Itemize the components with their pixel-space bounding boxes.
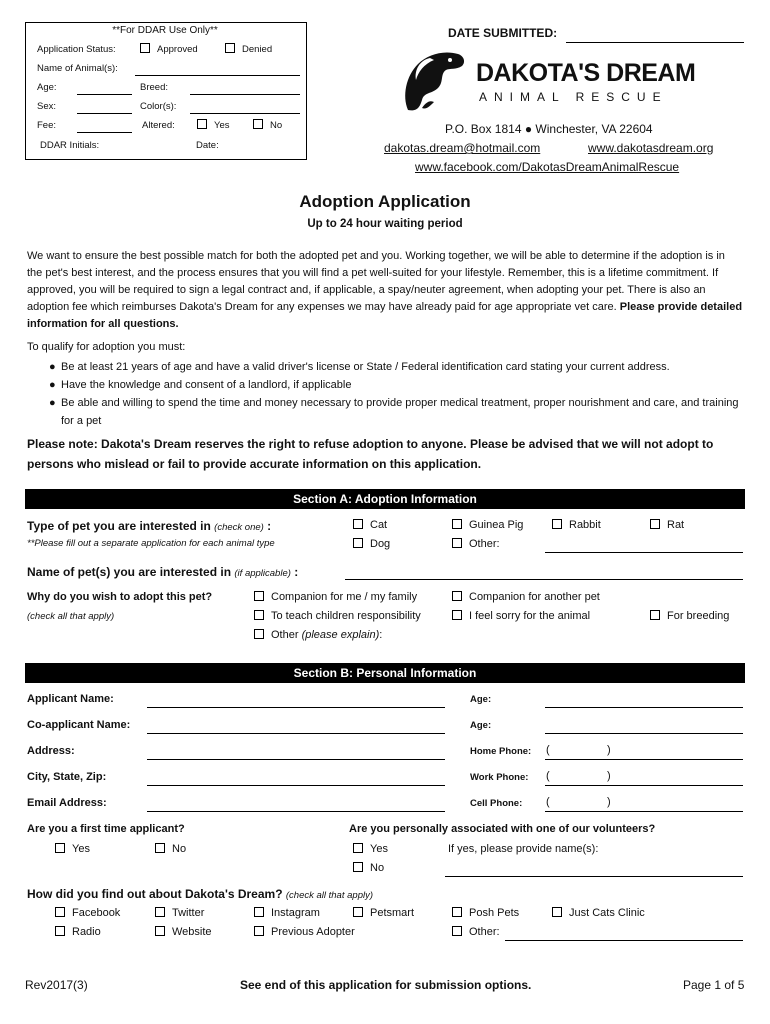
why-adopt-hint: (check all that apply) <box>27 611 115 622</box>
breed-label: Breed: <box>140 82 168 93</box>
qualify-item: ● Be at least 21 years of age and have a valid driver's license or State / Federal identification card stating your current address. <box>49 361 670 373</box>
section-a-header: Section A: Adoption Information <box>25 489 745 509</box>
first-time-yes-checkbox[interactable] <box>55 843 65 853</box>
source-other[interactable]: Other: <box>452 926 500 938</box>
submission-note: See end of this application for submission options. <box>240 978 532 992</box>
qualify-item: ● Have the knowledge and consent of a landlord, if applicable <box>49 379 352 391</box>
applicant-name-label: Applicant Name: <box>27 693 114 705</box>
rat-checkbox[interactable] <box>650 519 660 529</box>
twitter-checkbox[interactable] <box>155 907 165 917</box>
postal-address: P.O. Box 1814 ● Winchester, VA 22604 <box>445 122 653 136</box>
radio-checkbox[interactable] <box>55 926 65 936</box>
intro-paragraph <box>27 248 743 333</box>
source-website[interactable]: Website <box>155 926 212 938</box>
source-posh-pets[interactable]: Posh Pets <box>452 907 519 919</box>
email-address-label: Email Address: <box>27 797 107 809</box>
breeding-checkbox[interactable] <box>650 610 660 620</box>
petsmart-checkbox[interactable] <box>353 907 363 917</box>
email-link[interactable]: dakotas.dream@hotmail.com <box>384 141 541 155</box>
work-phone-label: Work Phone: <box>470 772 529 783</box>
pet-type-rat[interactable]: Rat <box>650 519 684 531</box>
sex-line[interactable] <box>77 113 132 114</box>
teach-children-checkbox[interactable] <box>254 610 264 620</box>
volunteer-no-checkbox[interactable] <box>353 862 363 872</box>
pet-type-rabbit[interactable]: Rabbit <box>552 519 601 531</box>
fee-label: Fee: <box>37 120 57 131</box>
date-submitted-line[interactable] <box>566 42 744 43</box>
instagram-checkbox[interactable] <box>254 907 264 917</box>
home-phone-paren-open: ( <box>546 744 550 756</box>
facebook-checkbox[interactable] <box>55 907 65 917</box>
first-time-question: Are you a first time applicant? <box>27 823 185 835</box>
animal-name-line[interactable] <box>135 75 300 76</box>
guinea-pig-checkbox[interactable] <box>452 519 462 529</box>
cell-phone-paren-close: ) <box>607 796 611 808</box>
dog-checkbox[interactable] <box>353 538 363 548</box>
volunteer-no[interactable]: No <box>353 862 384 874</box>
denied-label: Denied <box>242 44 273 55</box>
work-phone-paren-open: ( <box>546 770 550 782</box>
pet-type-other[interactable]: Other: <box>452 538 500 550</box>
qualify-item: ● Be able and willing to spend the time and money necessary to provide proper medical treatment, proper nourishment and care, and training for a pet <box>49 397 739 427</box>
find-out-question: How did you find out about Dakota's Dream? (check all that apply) <box>27 887 373 901</box>
reason-other[interactable]: Other (please explain): <box>254 629 382 641</box>
altered-yes-checkbox[interactable] <box>197 119 207 129</box>
colors-line[interactable] <box>190 113 300 114</box>
address-label: Address: <box>27 745 75 757</box>
home-phone-label: Home Phone: <box>470 746 532 757</box>
feel-sorry-checkbox[interactable] <box>452 610 462 620</box>
section-b-header: Section B: Personal Information <box>25 663 745 683</box>
altered-no-checkbox[interactable] <box>253 119 263 129</box>
why-adopt-question: Why do you wish to adopt this pet? <box>27 591 213 603</box>
rabbit-checkbox[interactable] <box>552 519 562 529</box>
previous-adopter-checkbox[interactable] <box>254 926 264 936</box>
volunteer-question: Are you personally associated with one of our volunteers? <box>349 823 656 835</box>
volunteer-yes[interactable]: Yes <box>353 843 388 855</box>
reason-feel-sorry[interactable]: I feel sorry for the animal <box>452 610 590 622</box>
email-address-line[interactable] <box>147 811 445 812</box>
reason-other-checkbox[interactable] <box>254 629 264 639</box>
city-state-zip-line[interactable] <box>147 785 445 786</box>
coapplicant-age-label: Age: <box>470 720 492 731</box>
altered-label: Altered: <box>142 120 175 131</box>
work-phone-paren-close: ) <box>607 770 611 782</box>
age-line[interactable] <box>77 94 132 95</box>
cell-phone-paren-open: ( <box>546 796 550 808</box>
initials-label: DDAR Initials: <box>40 140 100 151</box>
altered-no-label: No <box>270 120 283 131</box>
source-instagram[interactable]: Instagram <box>254 907 320 919</box>
other-checkbox[interactable] <box>452 538 462 548</box>
office-date-label: Date: <box>196 140 219 151</box>
facebook-link[interactable]: www.facebook.com/DakotasDreamAnimalRescue <box>415 160 680 174</box>
volunteer-yes-checkbox[interactable] <box>353 843 363 853</box>
pet-type-note: **Please fill out a separate application for each animal type <box>27 538 275 549</box>
breed-line[interactable] <box>190 94 300 95</box>
posh-pets-checkbox[interactable] <box>452 907 462 917</box>
reason-teach-children[interactable]: To teach children responsibility <box>254 610 421 622</box>
page-subtitle: Up to 24 hour waiting period <box>307 218 463 230</box>
coapplicant-name-label: Co-applicant Name: <box>27 719 131 731</box>
pet-name-line[interactable] <box>345 579 743 580</box>
approved-checkbox[interactable] <box>140 43 150 53</box>
page-number: Page 1 of 5 <box>683 978 745 992</box>
cat-checkbox[interactable] <box>353 519 363 529</box>
first-time-no[interactable]: No <box>155 843 186 855</box>
date-submitted-label: DATE SUBMITTED: <box>448 26 558 40</box>
qualify-list <box>27 358 743 430</box>
approved-option[interactable] <box>140 44 198 55</box>
pet-name-question: Name of pet(s) you are interested in (if applicable) : <box>27 565 299 579</box>
pet-type-guinea-pig[interactable]: Guinea Pig <box>452 519 523 531</box>
source-petsmart[interactable]: Petsmart <box>353 907 414 919</box>
city-state-zip-label: City, State, Zip: <box>27 771 107 783</box>
pet-type-other-line[interactable] <box>545 552 743 553</box>
source-other-line[interactable] <box>505 940 743 941</box>
companion-family-checkbox[interactable] <box>254 591 264 601</box>
altered-yes-label: Yes <box>214 120 230 131</box>
volunteer-names-label: If yes, please provide name(s): <box>448 843 599 855</box>
applicant-name-line[interactable] <box>147 707 445 708</box>
home-phone-paren-close: ) <box>607 744 611 756</box>
source-previous-adopter[interactable]: Previous Adopter <box>254 926 355 938</box>
volunteer-names-line[interactable] <box>445 876 743 877</box>
fee-line[interactable] <box>77 132 132 133</box>
office-use-title: **For DDAR Use Only** <box>112 25 218 36</box>
animal-name-label: Name of Animal(s): <box>37 63 118 74</box>
application-status-label: Application Status: <box>37 44 116 55</box>
source-twitter[interactable]: Twitter <box>155 907 204 919</box>
age-label: Age: <box>37 82 57 93</box>
colors-label: Color(s): <box>140 101 177 112</box>
source-radio[interactable]: Radio <box>55 926 101 938</box>
reason-companion-family[interactable]: Companion for me / my family <box>254 591 417 603</box>
pet-type-dog[interactable]: Dog <box>353 538 390 550</box>
logo-sub-text: ANIMAL RESCUE <box>479 90 668 104</box>
cell-phone-label: Cell Phone: <box>470 798 523 809</box>
home-phone-line[interactable] <box>545 759 743 760</box>
reason-breeding[interactable]: For breeding <box>650 610 729 622</box>
applicant-age-label: Age: <box>470 694 492 705</box>
sex-label: Sex: <box>37 101 57 112</box>
website-link[interactable]: www.dakotasdream.org <box>588 141 714 155</box>
altered-no-option[interactable] <box>253 120 282 131</box>
adoption-note: Please note: Dakota's Dream reserves the right to refuse adoption to anyone. Please be advised that we will not adopt to persons who mislead or fail to provide accurate information on this application. <box>27 437 714 471</box>
denied-option[interactable] <box>225 44 272 55</box>
coapplicant-age-line[interactable] <box>545 733 743 734</box>
denied-checkbox[interactable] <box>225 43 235 53</box>
applicant-age-line[interactable] <box>545 707 743 708</box>
revision-label: Rev2017(3) <box>25 978 88 992</box>
approved-label: Approved <box>157 44 198 55</box>
just-cats-clinic-checkbox[interactable] <box>552 907 562 917</box>
work-phone-line[interactable] <box>545 785 743 786</box>
source-just-cats-clinic[interactable]: Just Cats Clinic <box>552 907 645 919</box>
companion-pet-checkbox[interactable] <box>452 591 462 601</box>
address-line[interactable] <box>147 759 445 760</box>
pet-type-question: Type of pet you are interested in (check one) : <box>27 519 272 533</box>
source-other-checkbox[interactable] <box>452 926 462 936</box>
reason-companion-pet[interactable]: Companion for another pet <box>452 591 600 603</box>
first-time-yes[interactable]: Yes <box>55 843 90 855</box>
page-title: Adoption Application <box>299 192 471 211</box>
pet-type-cat[interactable]: Cat <box>353 519 387 531</box>
source-facebook[interactable]: Facebook <box>55 907 120 919</box>
website-checkbox[interactable] <box>155 926 165 936</box>
intro-text: We want to ensure the best possible match for both the adopted pet and you. Working together, we will be able to determine if the adoption is in the pet's best interest, and the process ensures that you will find a pet well-suited for your lifestyle. Remember, this is a lifetime commitment. If approved, you will be required to sign a legal contract and, if applicable, a spay/neuter agreement, when adopting your pet. There is also an adoption fee which reimburses Dakota's Dream for any expenses we may have already paid for age appropriate vet care. <box>27 250 725 313</box>
cell-phone-line[interactable] <box>545 811 743 812</box>
intro-bold-text: Please provide detailed information for all questions. <box>27 301 743 330</box>
logo-main-text: DAKOTA'S DREAM <box>476 59 696 87</box>
qualify-heading: To qualify for adoption you must: <box>27 341 186 353</box>
first-time-no-checkbox[interactable] <box>155 843 165 853</box>
dog-logo-icon <box>400 48 468 118</box>
coapplicant-name-line[interactable] <box>147 733 445 734</box>
altered-yes-option[interactable] <box>197 120 230 131</box>
